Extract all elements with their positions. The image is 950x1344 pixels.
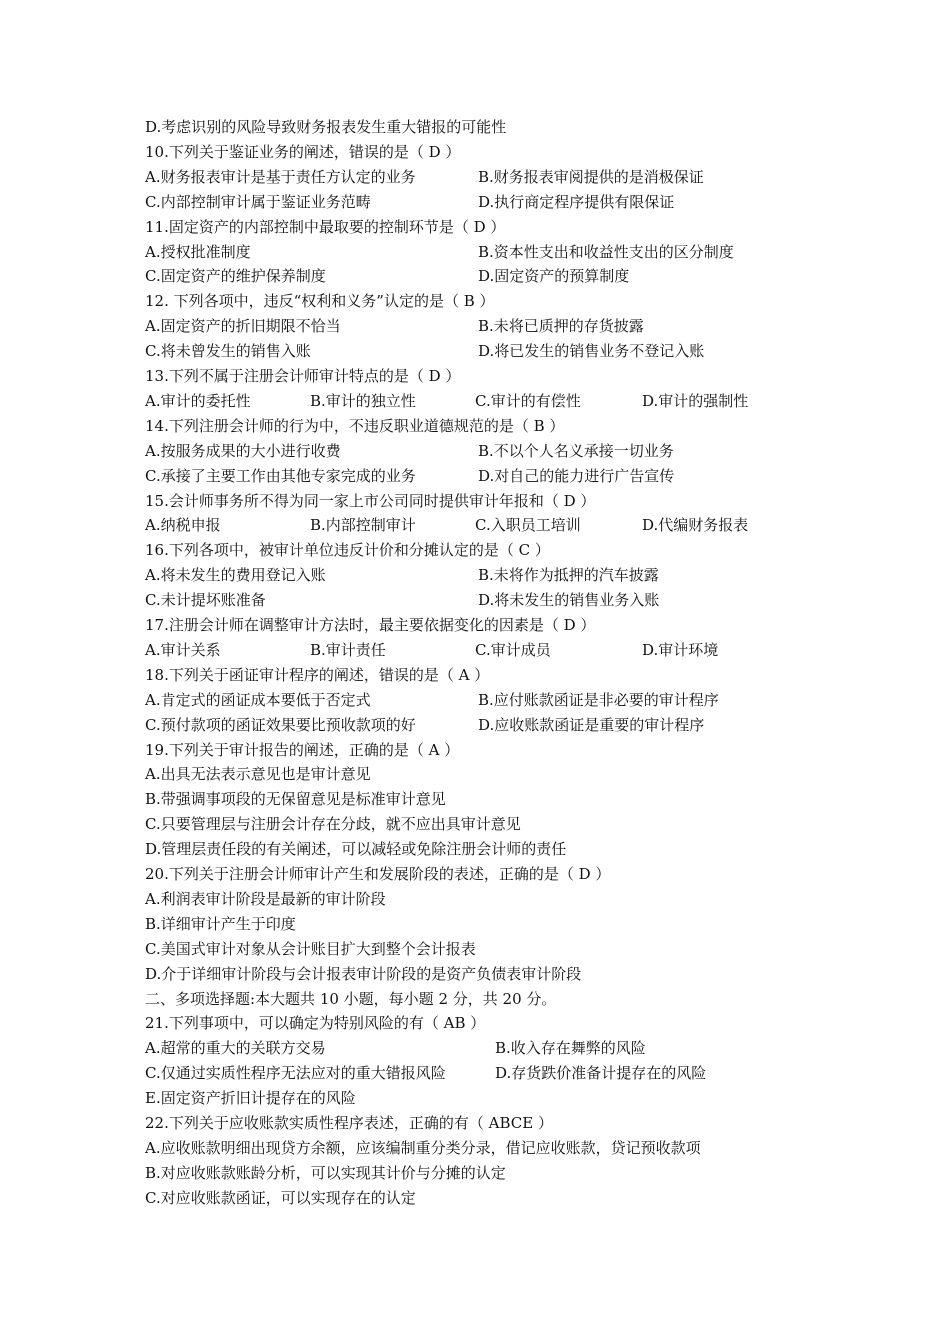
text-line: D.考虑识别的风险导致财务报表发生重大错报的可能性 bbox=[145, 118, 507, 136]
text-line: D.管理层责任段的有关阐述，可以减轻或免除注册会计师的责任 bbox=[145, 840, 567, 859]
text-line: 22.下列关于应收账款实质性程序表述，正确的有（ ABCE ） bbox=[145, 1114, 553, 1132]
text-line: B.详细审计产生于印度 bbox=[145, 914, 296, 933]
text-line: 13.下列不属于注册会计师审计特点的是（ D ） bbox=[145, 367, 461, 385]
text-line: 10.下列关于鉴证业务的阐述，错误的是（ D ） bbox=[145, 142, 461, 161]
text-line: 17.注册会计师在调整审计方法时，最主要依据变化的因素是（ D ） bbox=[145, 616, 596, 634]
option-item: A.固定资产的折旧期限不恰当 bbox=[145, 317, 341, 336]
option-item: D.固定资产的预算制度 bbox=[478, 267, 630, 286]
text-line: B.对应收账款账龄分析，可以实现其计价与分摊的认定 bbox=[145, 1163, 506, 1182]
option-item: C.承接了主要工作由其他专家完成的业务 bbox=[145, 466, 416, 485]
text-line: 11.固定资产的内部控制中最取要的控制环节是（ D ） bbox=[145, 217, 506, 236]
text-line: C.美国式审计对象从会计账目扩大到整个会计报表 bbox=[145, 939, 476, 958]
text-line: E.固定资产折旧计提存在的风险 bbox=[145, 1089, 356, 1108]
text-line: 16.下列各项中，被审计单位违反计价和分摊认定的是（ C ） bbox=[145, 541, 550, 560]
text-line: 二、多项选择题:本大题共 10 小题，每小题 2 分，共 20 分。 bbox=[145, 989, 557, 1008]
option-item: B.未将已质押的存货披露 bbox=[478, 317, 644, 336]
text-line: 20.下列关于注册会计师审计产生和发展阶段的表述，正确的是（ D ） bbox=[145, 865, 611, 883]
text-line: A.出具无法表示意见也是审计意见 bbox=[145, 765, 371, 784]
option-item: C.仅通过实质性程序无法应对的重大错报风险 bbox=[145, 1064, 446, 1083]
text-line: C.只要管理层与注册会计存在分歧，就不应出具审计意见 bbox=[145, 815, 521, 834]
option-item: B.不以个人名义承接一切业务 bbox=[478, 441, 674, 460]
option-item: A.审计关系 bbox=[145, 640, 221, 659]
option-item: D.将未发生的销售业务入账 bbox=[478, 591, 660, 610]
option-item: B.资本性支出和收益性支出的区分制度 bbox=[478, 242, 734, 261]
option-item: B.内部控制审计 bbox=[310, 516, 416, 535]
text-line: 21.下列事项中，可以确定为特别风险的有（ AB ） bbox=[145, 1014, 486, 1033]
option-item: D.代编财务报表 bbox=[642, 516, 749, 535]
option-item: A.超常的重大的关联方交易 bbox=[145, 1039, 326, 1058]
option-item: C.入职员工培训 bbox=[475, 516, 581, 535]
option-item: B.审计责任 bbox=[310, 640, 386, 659]
option-item: B.收入存在舞弊的风险 bbox=[495, 1039, 646, 1058]
text-line: 12. 下列各项中，违反“权利和义务”认定的是（ B ） bbox=[145, 292, 495, 311]
option-item: C.将未曾发生的销售入账 bbox=[145, 342, 311, 361]
text-line: D.介于详细审计阶段与会计报表审计阶段的是资产负债表审计阶段 bbox=[145, 964, 582, 983]
option-item: B.未将作为抵押的汽车披露 bbox=[478, 566, 659, 585]
option-item: A.纳税申报 bbox=[145, 516, 221, 535]
option-item: D.将已发生的销售业务不登记入账 bbox=[478, 342, 705, 361]
option-item: D.执行商定程序提供有限保证 bbox=[478, 192, 675, 211]
text-line: B.带强调事项段的无保留意见是标准审计意见 bbox=[145, 790, 446, 809]
option-item: D.对自己的能力进行广告宣传 bbox=[478, 466, 675, 485]
option-item: C.内部控制审计属于鉴证业务范畴 bbox=[145, 192, 371, 211]
option-item: B.审计的独立性 bbox=[310, 391, 416, 410]
option-item: A.财务报表审计是基于责任方认定的业务 bbox=[145, 167, 416, 186]
option-item: A.将未发生的费用登记入账 bbox=[145, 566, 326, 585]
option-item: A.审计的委托性 bbox=[145, 391, 251, 410]
option-item: C.审计的有偿性 bbox=[475, 391, 581, 410]
text-line: C.对应收账款函证，可以实现存在的认定 bbox=[145, 1188, 416, 1207]
option-item: A.肯定式的函证成本要低于否定式 bbox=[145, 690, 371, 709]
text-line: 14.下列注册会计师的行为中，不违反职业道德规范的是（ B ） bbox=[145, 416, 565, 435]
option-item: C.固定资产的维护保养制度 bbox=[145, 267, 326, 286]
option-item: D.审计环境 bbox=[642, 640, 719, 659]
option-item: D.存货跌价准备计提存在的风险 bbox=[495, 1064, 707, 1083]
option-item: B.应付账款函证是非必要的审计程序 bbox=[478, 690, 719, 709]
option-item: A.按服务成果的大小进行收费 bbox=[145, 441, 341, 460]
option-item: C.预付款项的函证效果要比预收款项的好 bbox=[145, 715, 416, 734]
option-item: D.应收账款函证是重要的审计程序 bbox=[478, 715, 705, 734]
text-line: A.应收账款明细出现贷方余额，应该编制重分类分录，借记应收账款，贷记预收款项 bbox=[145, 1138, 701, 1157]
option-item: B.财务报表审阅提供的是消极保证 bbox=[478, 167, 704, 186]
option-item: C.审计成员 bbox=[475, 640, 551, 659]
option-item: C.未计提坏账准备 bbox=[145, 591, 266, 610]
option-item: D.审计的强制性 bbox=[642, 391, 749, 410]
text-line: A.利润表审计阶段是最新的审计阶段 bbox=[145, 889, 386, 908]
text-line: 19.下列关于审计报告的阐述，正确的是（ A ） bbox=[145, 740, 460, 759]
text-line: 18.下列关于函证审计程序的阐述，错误的是（ A ） bbox=[145, 665, 490, 684]
option-item: A.授权批准制度 bbox=[145, 242, 251, 261]
text-line: 15.会计师事务所不得为同一家上市公司同时提供审计年报和（ D ） bbox=[145, 491, 596, 510]
